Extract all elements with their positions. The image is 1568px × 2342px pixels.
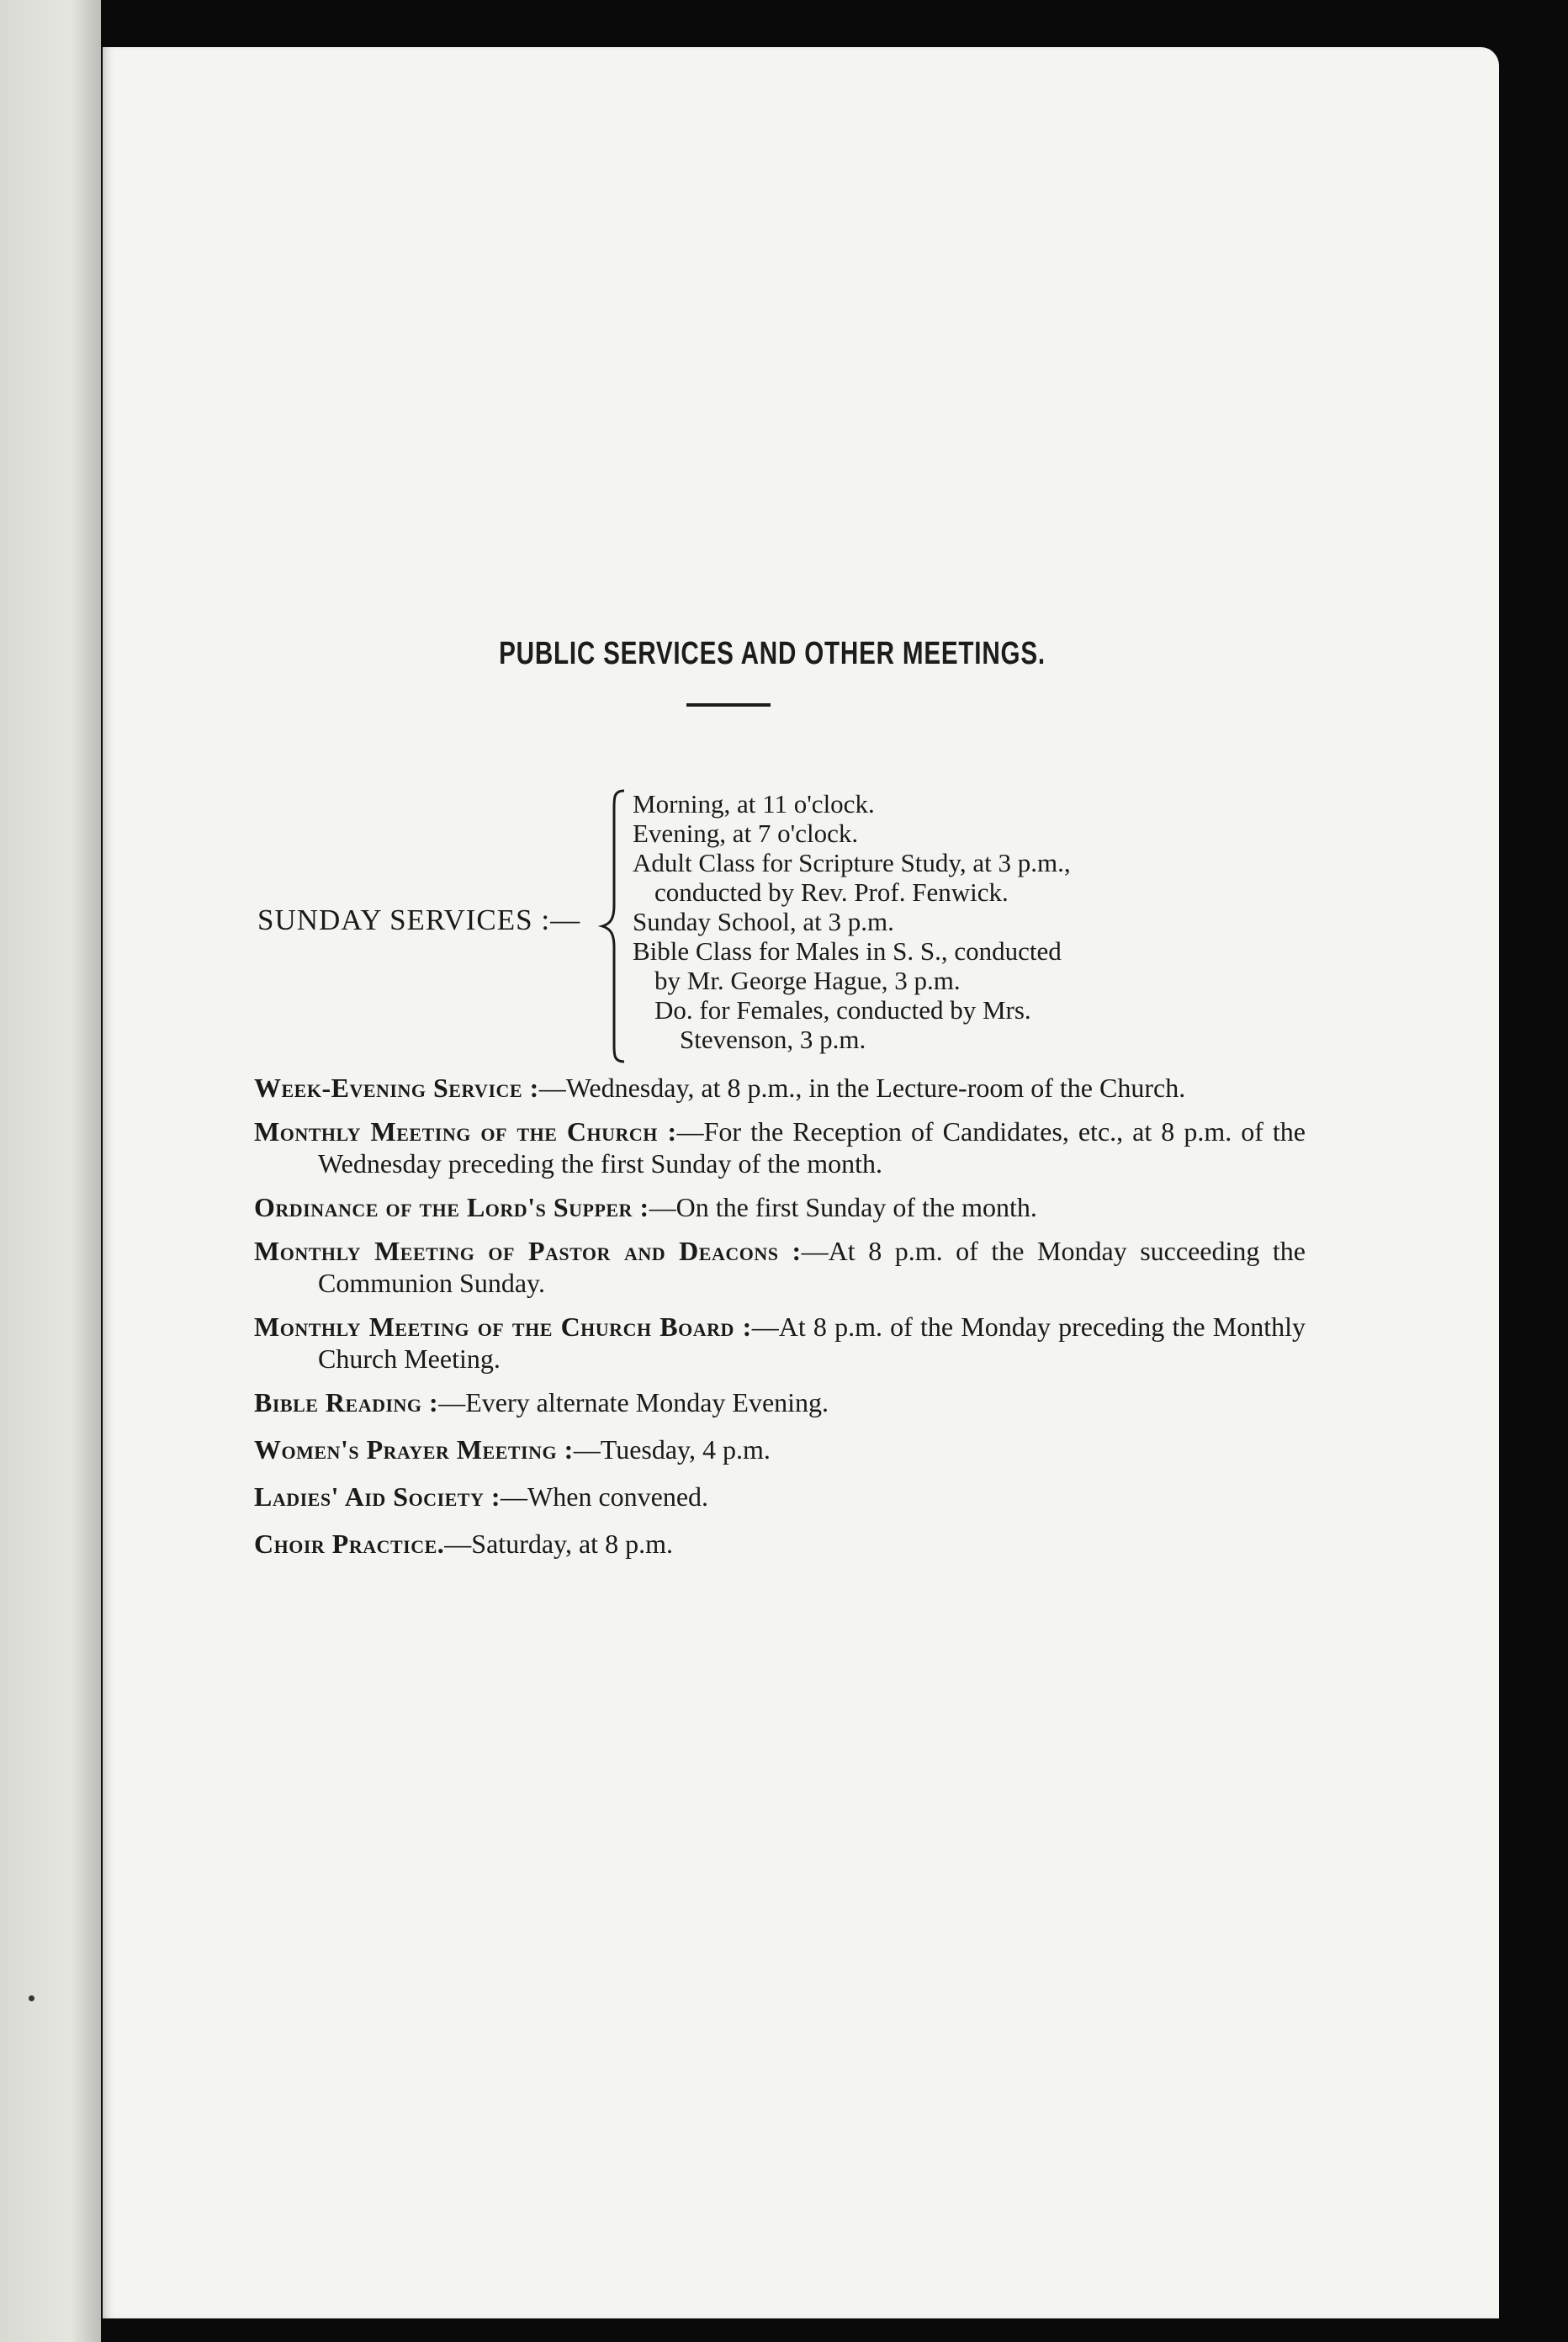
- sunday-service-line: Bible Class for Males in S. S., conducted: [633, 936, 1062, 966]
- sunday-service-line: Stevenson, 3 p.m.: [680, 1025, 866, 1054]
- page-title: PUBLIC SERVICES AND OTHER MEETINGS.: [499, 636, 1046, 671]
- meeting-details: —At 8 p.m. of the Monday preceding the Monthly Church Meeting.: [318, 1311, 1306, 1374]
- meeting-details: —On the first Sunday of the month.: [649, 1192, 1037, 1222]
- meeting-details: —Wednesday, at 8 p.m., in the Lecture-room of the Church.: [538, 1073, 1186, 1103]
- meeting-details: —Every alternate Monday Evening.: [438, 1387, 829, 1417]
- title-rule: [686, 703, 771, 707]
- meeting-heading: Bible Reading :: [254, 1387, 439, 1417]
- meeting-heading: Monthly Meeting of the Church :: [254, 1116, 677, 1147]
- sunday-services-label: SUNDAY SERVICES :—: [257, 903, 581, 936]
- meetings-list: [254, 1072, 1306, 1575]
- meeting-entry: [254, 1115, 1306, 1179]
- meeting-details: —Saturday, at 8 p.m.: [444, 1529, 673, 1559]
- sunday-service-line: Evening, at 7 o'clock.: [633, 819, 859, 848]
- previous-page-edge: [0, 0, 101, 2342]
- meeting-entry: [254, 1072, 1306, 1104]
- meeting-details: —When convened.: [501, 1481, 709, 1512]
- meeting-heading: Ladies' Aid Society :: [254, 1481, 501, 1512]
- meeting-heading: Week-Evening Service :: [254, 1073, 539, 1103]
- meeting-entry: [254, 1311, 1306, 1375]
- sunday-service-line: by Mr. George Hague, 3 p.m.: [654, 966, 961, 995]
- sunday-services-list: [633, 789, 1306, 1054]
- document-page: [103, 47, 1499, 2318]
- meeting-entry: [254, 1528, 1306, 1560]
- sunday-service-line: Morning, at 11 o'clock.: [633, 789, 875, 819]
- meeting-entry: [254, 1386, 1306, 1418]
- meeting-heading: Ordinance of the Lord's Supper :: [254, 1192, 649, 1222]
- meeting-entry: [254, 1481, 1306, 1513]
- ink-speck: [29, 1995, 34, 2001]
- curly-brace-icon: [597, 787, 631, 1065]
- meeting-details: —Tuesday, 4 p.m.: [573, 1434, 771, 1465]
- sunday-service-line: Sunday School, at 3 p.m.: [633, 907, 894, 936]
- meeting-heading: Monthly Meeting of the Church Board :: [254, 1311, 752, 1342]
- meeting-entry: [254, 1191, 1306, 1223]
- meeting-entry: [254, 1235, 1306, 1299]
- meeting-details: —For the Reception of Candidates, etc., at 8 p.m. of the Wednesday preceding the first Sunday of the month.: [318, 1116, 1306, 1179]
- meeting-heading: Women's Prayer Meeting :: [254, 1434, 574, 1465]
- meeting-heading: Choir Practice.: [254, 1529, 445, 1559]
- sunday-service-line: conducted by Rev. Prof. Fenwick.: [654, 877, 1009, 907]
- sunday-service-line: Do. for Females, conducted by Mrs.: [654, 995, 1031, 1025]
- sunday-service-line: Adult Class for Scripture Study, at 3 p.m.,: [633, 848, 1071, 877]
- meeting-details: —At 8 p.m. of the Monday succeeding the Communion Sunday.: [318, 1236, 1306, 1298]
- meeting-heading: Monthly Meeting of Pastor and Deacons :: [254, 1236, 802, 1266]
- meeting-entry: [254, 1433, 1306, 1465]
